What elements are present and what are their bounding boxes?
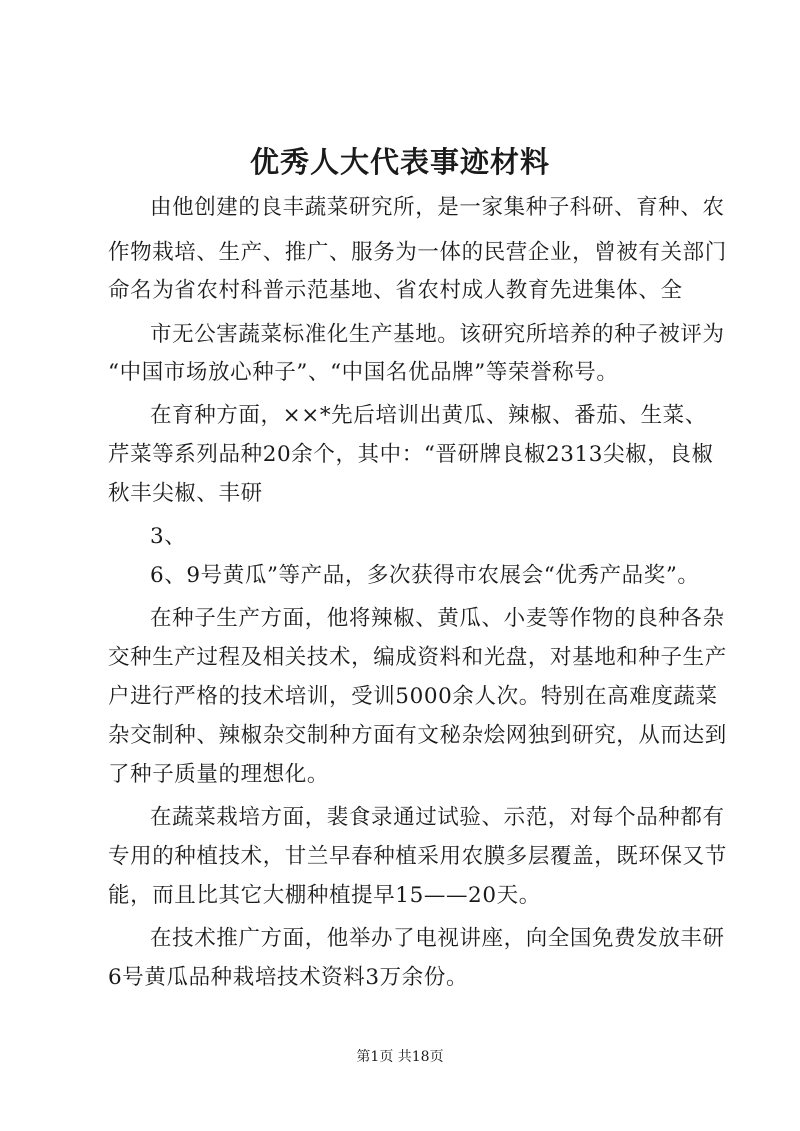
document-title: 优秀人大代表事迹材料 [249, 145, 550, 179]
text-line: 由他创建的良丰蔬菜研究所，是一家集种子科研、育种、农 [150, 195, 725, 220]
text-line: 了种子质量的理想化。 [108, 762, 330, 787]
text-line: 在蔬菜栽培方面，裴食录通过试验、示范，对每个品种都有 [150, 805, 725, 830]
text-line: 芹菜等系列品种20余个，其中：“晋研牌良椒2313尖椒，良椒 [108, 442, 714, 467]
text-line: 秋丰尖椒、丰研 [108, 481, 263, 506]
text-line: 6、9号黄瓜”等产品，多次获得市农展会“优秀产品奖”。 [150, 563, 700, 588]
text-line: 交种生产过程及相关技术，编成资料和光盘，对基地和种子生产 [108, 645, 727, 670]
text-line: 在技术推广方面，他举办了电视讲座，向全国免费发放丰研 [150, 926, 725, 951]
text-line: 专用的种植技术，甘兰早春种植采用农膜多层覆盖，既环保又节 [108, 844, 727, 869]
text-line: 命名为省农村科普示范基地、省农村成人教育先进集体、全 [108, 278, 683, 303]
text-line: 能，而且比其它大棚种植提早15——20天。 [108, 883, 541, 908]
text-line: “中国市场放心种子”、“中国名优品牌”等荣誉称号。 [108, 360, 619, 385]
text-line: 在育种方面，××*先后培训出黄瓜、辣椒、番茄、生菜、 [150, 403, 707, 428]
text-line: 6号黄瓜品种栽培技术资料3万余份。 [108, 965, 469, 990]
text-line: 户进行严格的技术培训，受训5000余人次。特别在高难度蔬菜 [108, 684, 718, 709]
text-line: 3、 [150, 524, 187, 549]
text-line: 杂交制种、辣椒杂交制种方面有文秘杂烩网独到研究，从而达到 [108, 723, 727, 748]
page-number: 第1页 共18页 [356, 1049, 444, 1065]
text-line: 在种子生产方面，他将辣椒、黄瓜、小麦等作物的良种各杂 [150, 606, 725, 631]
text-line: 作物栽培、生产、推广、服务为一体的民营企业，曾被有关部门 [108, 240, 727, 265]
text-line: 市无公害蔬菜标准化生产基地。该研究所培养的种子被评为 [150, 322, 725, 347]
